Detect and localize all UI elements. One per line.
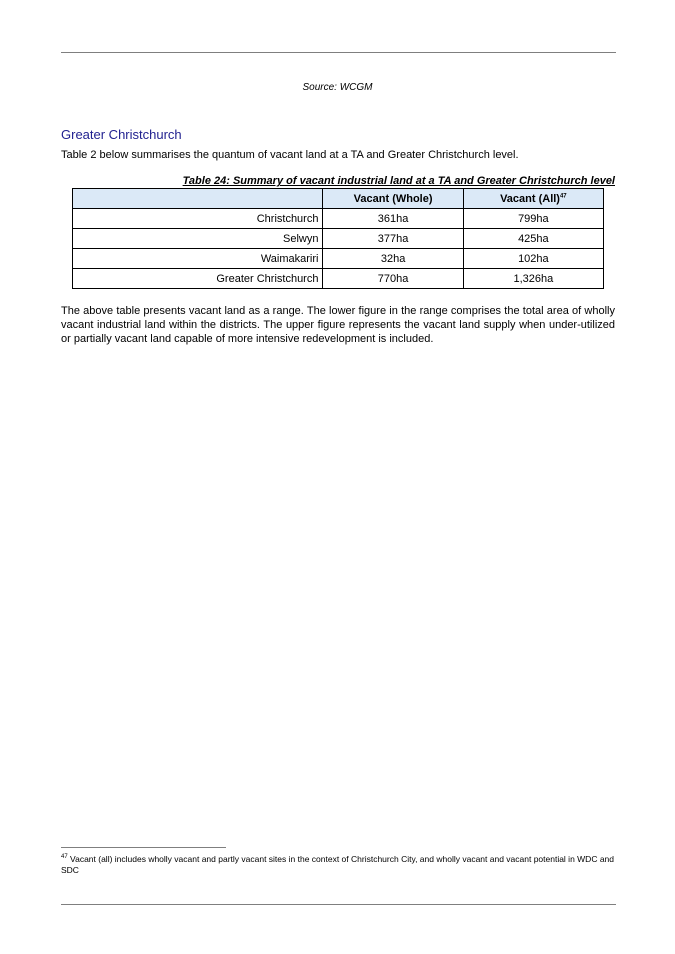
row-label: Christchurch: [73, 209, 323, 229]
row-label: Selwyn: [73, 229, 323, 249]
table-row: [73, 249, 604, 269]
table-caption: Table 24: Summary of vacant industrial land at a TA and Greater Christchurch level: [182, 175, 615, 187]
header-rule: [61, 52, 616, 53]
vacant-all-cell: 799ha: [463, 209, 603, 229]
vacant-all-cell: 102ha: [463, 249, 603, 269]
table-row: [73, 269, 604, 289]
footnote-text: Vacant (all) includes wholly vacant and partly vacant sites in the context of Christchurch City, and wholly vacant and vacant potential in WDC and SDC: [61, 853, 615, 875]
section-heading: Greater Christchurch: [61, 127, 182, 142]
vacant-whole-cell: 770ha: [323, 269, 463, 289]
vacant-whole-cell: 361ha: [323, 209, 463, 229]
header-vacant-all: [463, 189, 603, 209]
source-note: Source: WCGM: [302, 82, 373, 93]
footnote: [61, 852, 615, 876]
header-vacant-whole: Vacant (Whole): [323, 189, 463, 209]
table-row: [73, 209, 604, 229]
row-label: Waimakariri: [73, 249, 323, 269]
footnote-number: 47: [61, 854, 68, 860]
table-row: [73, 229, 604, 249]
vacant-whole-cell: 32ha: [323, 249, 463, 269]
body-paragraph: The above table presents vacant land as a range. The lower figure in the range comprises the total area of wholly vacant industrial land within the districts. The upper figure represents the vacant land supply when under-utilized or partially vacant land capable of more intensive redevelopment is included.: [61, 305, 615, 345]
footnote-rule: [61, 847, 226, 848]
row-label: Greater Christchurch: [73, 269, 323, 289]
table-header-row: [73, 189, 604, 209]
vacant-all-cell: 1,326ha: [463, 269, 603, 289]
vacant-whole-cell: 377ha: [323, 229, 463, 249]
header-vacant-all-label: Vacant (All): [500, 192, 560, 205]
intro-text: Table 2 below summarises the quantum of vacant land at a TA and Greater Christchurch level.: [61, 149, 519, 161]
vacant-land-table: [72, 188, 604, 289]
footer-rule: [61, 904, 616, 905]
header-empty-cell: [73, 189, 323, 209]
footnote-ref: 47: [559, 192, 567, 199]
vacant-all-cell: 425ha: [463, 229, 603, 249]
